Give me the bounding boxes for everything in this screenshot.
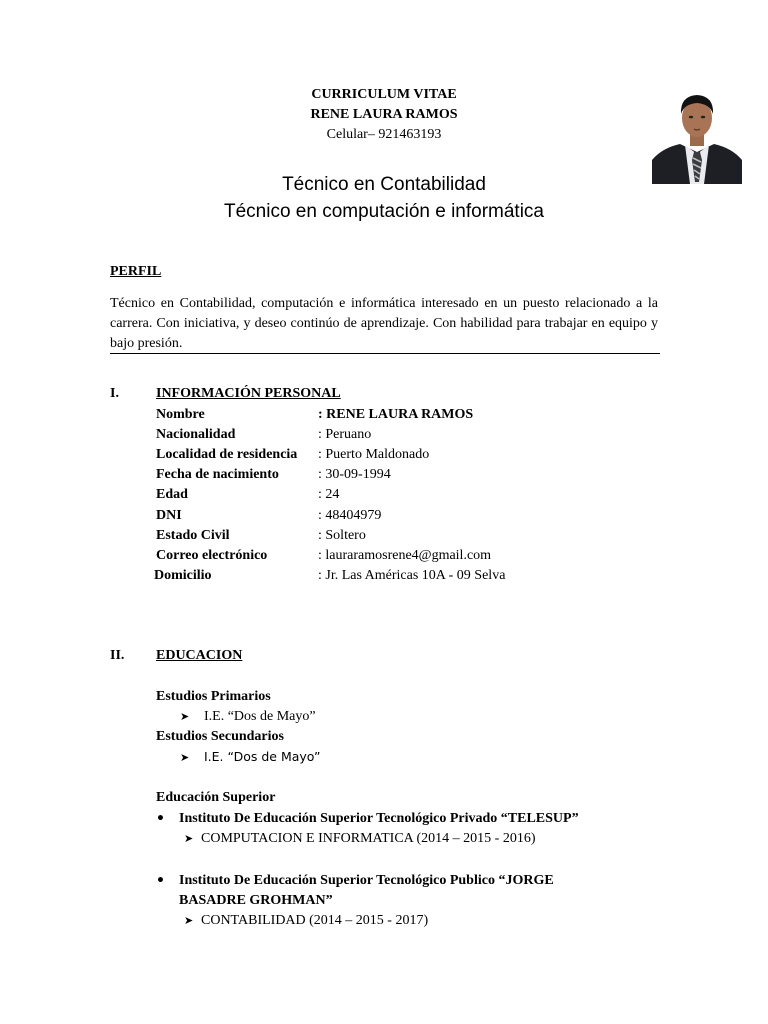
arrow-bullet-icon: ➤	[184, 914, 194, 927]
secondary-label: Estudios Secundarios	[156, 729, 284, 744]
info-value: : lauraramosrene4@gmail.com	[318, 548, 492, 563]
info-row-correo	[156, 546, 636, 566]
info-label: Estado Civil	[156, 528, 230, 543]
title-line-2: Técnico en computación e informática	[224, 201, 544, 222]
info-row-nombre	[156, 405, 636, 425]
candidate-name: RENE LAURA RAMOS	[310, 107, 458, 122]
info-label: Localidad de residencia	[156, 447, 298, 462]
higher-item-2	[156, 871, 636, 911]
higher-label: Educación Superior	[156, 790, 276, 805]
info-row-edad	[156, 485, 636, 505]
secondary-item	[180, 747, 320, 768]
program-item-1	[184, 829, 536, 849]
section-number-2: II.	[110, 648, 125, 663]
info-row-estado-civil	[156, 526, 636, 546]
profile-photo	[652, 82, 742, 184]
info-label: DNI	[156, 508, 182, 523]
info-value: : 30-09-1994	[318, 467, 391, 482]
arrow-bullet-icon: ➤	[184, 832, 194, 845]
program-name: COMPUTACION E INFORMATICA (2014 – 2015 - 2016)	[201, 831, 536, 846]
personal-info-heading: INFORMACIÓN PERSONAL	[156, 386, 341, 401]
section-divider	[110, 353, 660, 354]
arrow-bullet-icon: ➤	[180, 751, 190, 764]
info-row-localidad	[156, 445, 636, 465]
perfil-heading: PERFIL	[110, 264, 162, 279]
institution-name: Instituto De Educación Superior Tecnológico Privado “TELESUP”	[179, 811, 579, 826]
info-value: : RENE LAURA RAMOS	[318, 407, 474, 422]
title-line-1: Técnico en Contabilidad	[282, 174, 486, 195]
education-heading: EDUCACION	[156, 648, 243, 663]
primary-item	[180, 707, 316, 727]
higher-item-1	[156, 809, 636, 829]
info-label: Domicilio	[154, 568, 212, 583]
info-label: Correo electrónico	[156, 548, 268, 563]
perfil-text: Técnico en Contabilidad, computación e informática interesado en un puesto relacionado a la carrera. Con iniciativa, y deseo continúo de aprendizaje. Con habilidad para trabajar en equipo y bajo presión.	[110, 296, 658, 351]
arrow-bullet-icon: ➤	[180, 710, 190, 723]
info-label: Edad	[156, 487, 188, 502]
institution-name: Instituto De Educación Superior Tecnológico Publico “JORGE BASADRE GROHMAN”	[179, 873, 554, 908]
info-label: Fecha de nacimiento	[156, 467, 279, 482]
info-row-domicilio	[154, 566, 634, 586]
program-name: CONTABILIDAD (2014 – 2015 - 2017)	[201, 913, 429, 928]
info-label: Nombre	[156, 407, 205, 422]
section-number-1: I.	[110, 386, 119, 401]
secondary-school: I.E. “Dos de Mayo”	[204, 749, 321, 764]
bullet-dot-icon: •	[156, 873, 165, 889]
primary-label: Estudios Primarios	[156, 689, 271, 704]
info-row-dni	[156, 506, 636, 526]
info-value: : 48404979	[318, 508, 382, 523]
primary-school: I.E. “Dos de Mayo”	[204, 709, 316, 724]
document-title: CURRICULUM VITAE	[311, 87, 457, 102]
info-value: : Puerto Maldonado	[318, 447, 430, 462]
phone-number: Celular– 921463193	[326, 127, 442, 142]
info-value: : Soltero	[318, 528, 366, 543]
info-row-fecha-nacimiento	[156, 465, 636, 485]
info-label: Nacionalidad	[156, 427, 236, 442]
program-item-2	[184, 911, 428, 931]
info-value: : Peruano	[318, 427, 372, 442]
info-value: : Jr. Las Américas 10A - 09 Selva	[318, 568, 506, 583]
info-row-nacionalidad	[156, 425, 636, 445]
bullet-dot-icon: •	[156, 811, 165, 827]
info-value: : 24	[318, 487, 340, 502]
